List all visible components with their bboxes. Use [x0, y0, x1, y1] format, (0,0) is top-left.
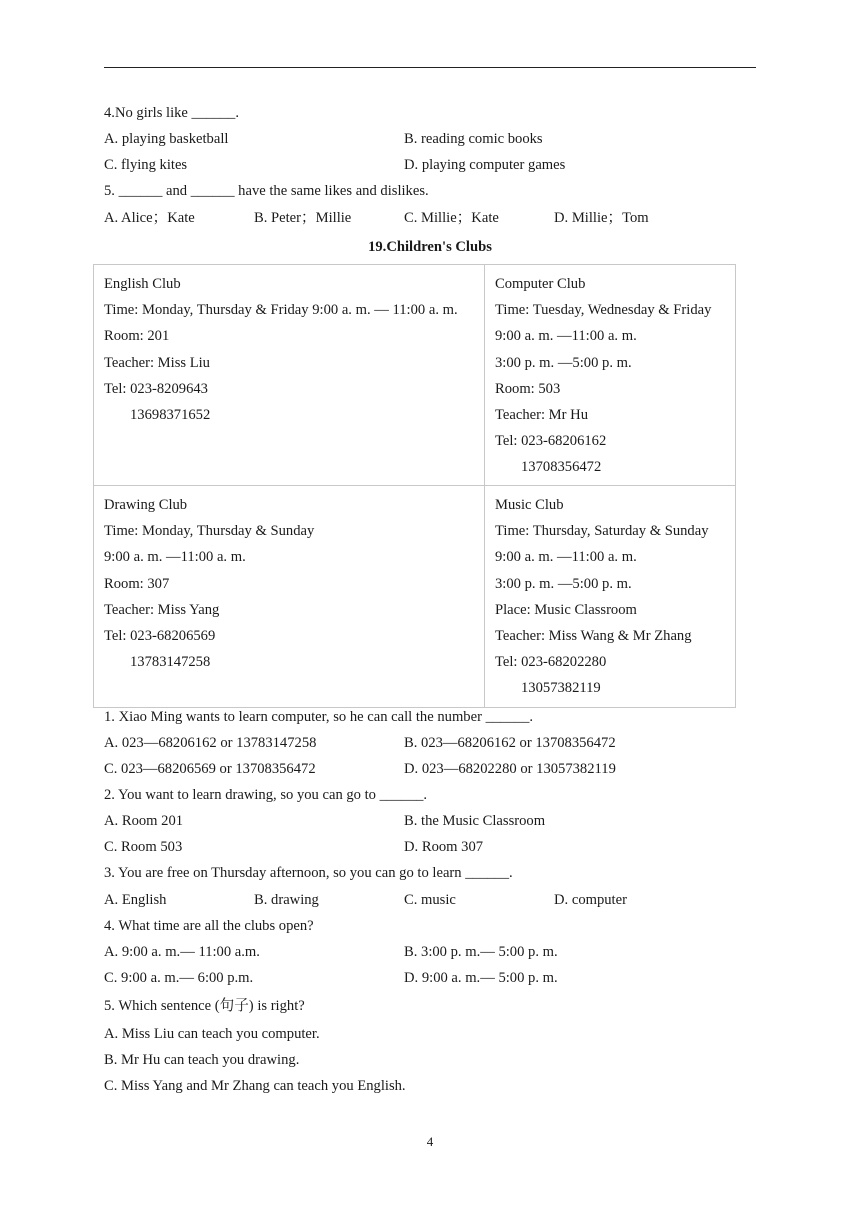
club-time: Time: Monday, Thursday & Sunday — [104, 523, 315, 540]
option-d: D. 9:00 a. m.— 5:00 p. m. — [404, 970, 558, 986]
club-hours: 3:00 p. m. —5:00 p. m. — [495, 354, 632, 371]
question-stem: 3. You are free on Thursday afternoon, so you can go to learn ______. — [104, 865, 513, 881]
club-hours: 9:00 a. m. —11:00 a. m. — [495, 328, 637, 345]
option-d: D. playing computer games — [404, 157, 566, 173]
club-time: Time: Tuesday, Wednesday & Friday — [495, 302, 712, 319]
question-stem: 5. ______ and ______ have the same likes and dislikes. — [104, 183, 429, 199]
option-b: B. drawing — [254, 892, 319, 908]
option-a: A. 023—68206162 or 13783147258 — [104, 735, 317, 751]
english-club-cell — [94, 265, 485, 486]
option-d: D. Millie；Tom — [554, 210, 649, 226]
club-room: Room: 503 — [495, 380, 561, 397]
option-d: D. 023—68202280 or 13057382119 — [404, 761, 616, 777]
club-tel: Tel: 023-68206162 — [495, 433, 607, 450]
option-a: A. Room 201 — [104, 813, 184, 829]
header-rule — [104, 67, 756, 68]
club-name: Drawing Club — [104, 497, 188, 513]
question-stem: 5. Which sentence (句子) is right? — [104, 998, 305, 1014]
club-time: Time: Monday, Thursday & Friday 9:00 a. m. — 11:00 a. m. — [104, 302, 458, 319]
club-name: English Club — [104, 276, 181, 292]
option-a: A. Miss Liu can teach you computer. — [104, 1026, 320, 1042]
option-c: C. Millie；Kate — [404, 210, 499, 226]
question-stem: 4. What time are all the clubs open? — [104, 918, 314, 934]
club-room: Room: 201 — [104, 328, 170, 345]
music-club-cell — [485, 486, 736, 708]
club-tel-mobile: 13708356472 — [521, 459, 602, 476]
club-tel-mobile: 13698371652 — [130, 407, 211, 424]
club-teacher: Teacher: Mr Hu — [495, 407, 588, 424]
club-hours: 9:00 a. m. —11:00 a. m. — [104, 549, 246, 566]
club-tel: Tel: 023-8209643 — [104, 380, 208, 397]
option-b: B. reading comic books — [404, 131, 543, 147]
option-c: C. 023—68206569 or 13708356472 — [104, 761, 316, 777]
option-d: D. Room 307 — [404, 839, 484, 855]
option-c: C. music — [404, 892, 456, 908]
drawing-club-cell — [94, 486, 485, 708]
option-c: C. 9:00 a. m.— 6:00 p.m. — [104, 970, 254, 986]
club-tel: Tel: 023-68202280 — [495, 654, 607, 671]
club-room: Room: 307 — [104, 575, 170, 592]
clubs-table — [93, 264, 736, 708]
club-teacher: Teacher: Miss Wang & Mr Zhang — [495, 628, 692, 645]
club-teacher: Teacher: Miss Yang — [104, 601, 220, 618]
computer-club-cell — [485, 265, 736, 486]
question-stem: 4.No girls like ______. — [104, 105, 239, 121]
club-tel-mobile: 13057382119 — [521, 680, 601, 697]
option-b: B. Mr Hu can teach you drawing. — [104, 1052, 300, 1068]
club-hours: 3:00 p. m. —5:00 p. m. — [495, 575, 632, 592]
option-b: B. 023—68206162 or 13708356472 — [404, 735, 616, 751]
option-d: D. computer — [554, 892, 627, 908]
club-teacher: Teacher: Miss Liu — [104, 354, 210, 371]
club-tel: Tel: 023-68206569 — [104, 628, 216, 645]
club-place: Place: Music Classroom — [495, 601, 637, 618]
option-c: C. Miss Yang and Mr Zhang can teach you English. — [104, 1078, 406, 1094]
option-b: B. 3:00 p. m.— 5:00 p. m. — [404, 944, 558, 960]
page-number: 4 — [426, 1134, 434, 1149]
club-hours: 9:00 a. m. —11:00 a. m. — [495, 549, 637, 566]
option-b: B. the Music Classroom — [404, 813, 546, 829]
option-c: C. Room 503 — [104, 839, 183, 855]
club-name: Music Club — [495, 497, 564, 513]
question-stem: 1. Xiao Ming wants to learn computer, so he can call the number ______. — [104, 709, 534, 725]
option-b: B. Peter；Millie — [254, 210, 352, 226]
option-a: A. Alice；Kate — [104, 210, 195, 226]
club-name: Computer Club — [495, 276, 586, 292]
option-a: A. 9:00 a. m.— 11:00 a.m. — [104, 944, 260, 960]
option-a: A. English — [104, 892, 167, 908]
option-c: C. flying kites — [104, 157, 188, 173]
club-tel-mobile: 13783147258 — [130, 654, 211, 671]
option-a: A. playing basketball — [104, 131, 229, 147]
question-stem: 2. You want to learn drawing, so you can go to ______. — [104, 787, 428, 803]
section-title: 19.Children's Clubs — [368, 239, 492, 255]
club-time: Time: Thursday, Saturday & Sunday — [495, 523, 709, 540]
